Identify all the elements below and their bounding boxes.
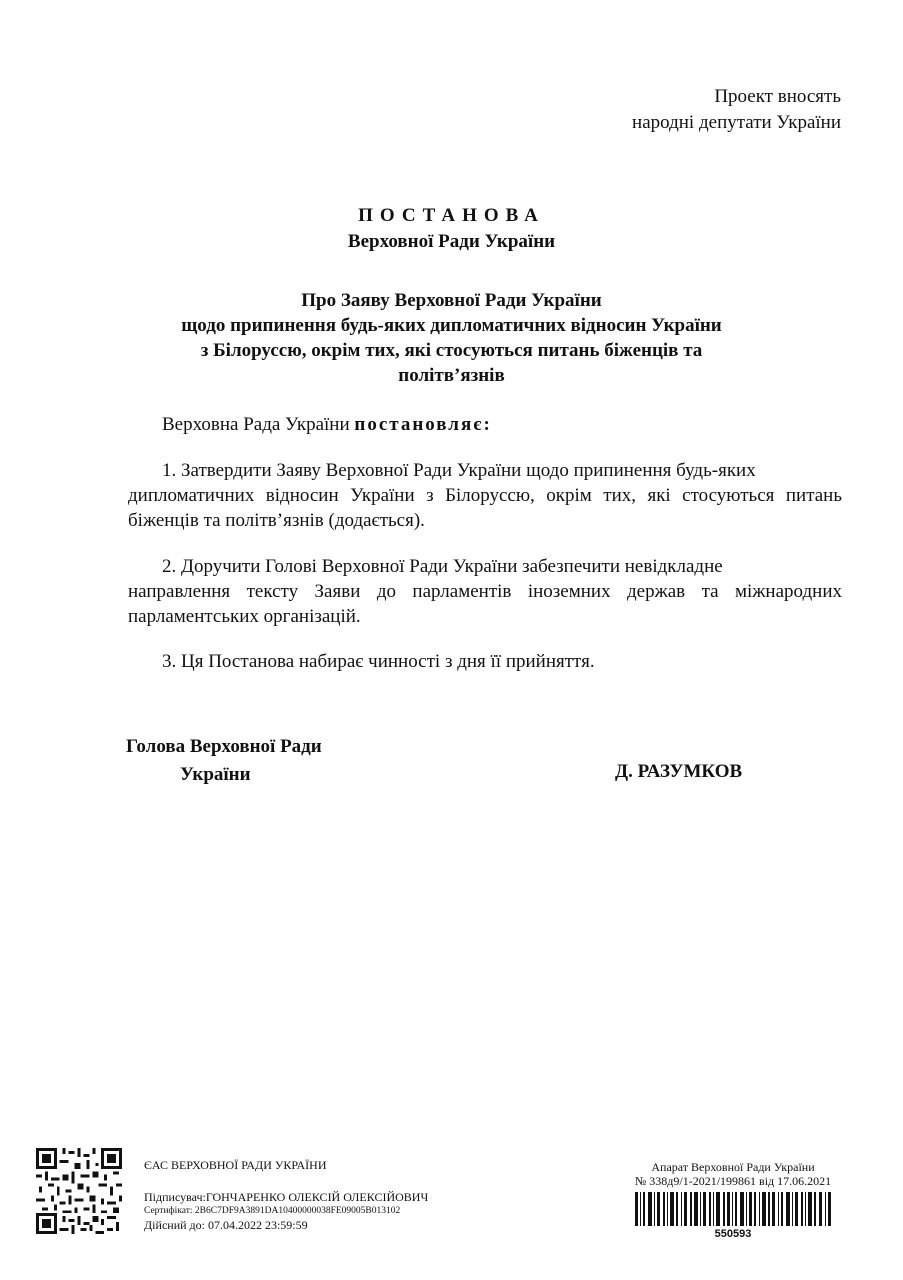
submitter-note (632, 84, 841, 136)
signatory-position (126, 733, 322, 789)
point-2 (128, 554, 842, 629)
document-title (0, 203, 903, 255)
position-line-1: Голова Верховної Ради (126, 736, 322, 757)
barcode-number: 550593 (714, 1228, 752, 1240)
submitter-line-2: народні депутати України (632, 112, 841, 133)
subject-line-2: щодо припинення будь-яких дипломатичних відносин України (181, 315, 722, 336)
barcode (633, 1192, 833, 1226)
point-3-text: 3. Ця Постанова набирає чинності з дня її прийняття. (162, 651, 595, 672)
decree-keyword: постановляє: (354, 414, 492, 435)
point-2-rest: направлення тексту Заяви до парламентів іноземних держав та міжнародних парламентських організацій. (128, 581, 842, 627)
qr-code (36, 1148, 122, 1234)
decree-statement (162, 412, 842, 437)
document-subject (0, 288, 903, 388)
registry-office: Апарат Верховної Ради України (651, 1160, 815, 1174)
signatory-name: Д. РАЗУМКОВ (615, 761, 743, 782)
point-1-first-line: 1. Затвердити Заяву Верховної Ради України щодо припинення будь-яких (162, 460, 756, 481)
registry-number: № 338д9/1-2021/199861 від 17.06.2021 (634, 1174, 832, 1188)
esign-certificate: Сертифікат: 2B6C7DF9A3891DA10400000038FE09005B013102 (144, 1206, 401, 1216)
subject-line-1: Про Заяву Верховної Ради України (301, 290, 602, 311)
esign-valid-until: Дійсний до: 07.04.2022 23:59:59 (144, 1218, 308, 1232)
registry-stamp (613, 1160, 853, 1241)
point-1 (128, 458, 842, 533)
submitter-line-1: Проект вносять (714, 86, 841, 107)
esign-signer: Підписувач:ГОНЧАРЕНКО ОЛЕКСІЙ ОЛЕКСІЙОВИЧ (144, 1190, 429, 1204)
point-3 (128, 649, 842, 674)
point-1-rest: дипломатичних відносин України з Білоруссю, окрім тих, які стосуються питань біженців та політв’язнів (додається). (128, 485, 842, 531)
position-line-2: України (180, 764, 251, 785)
subject-line-3: з Білоруссю, окрім тих, які стосуються питань біженців та (200, 340, 703, 361)
decree-text: Верховна Рада України (162, 414, 350, 435)
point-2-first-line: 2. Доручити Голові Верховної Ради України забезпечити невідкладне (162, 556, 723, 577)
document-issuer: Верховної Ради України (347, 231, 556, 252)
esign-system: ЄАС ВЕРХОВНОЇ РАДИ УКРАЇНИ (144, 1158, 327, 1172)
document-type: ПОСТАНОВА (358, 205, 545, 226)
electronic-signature (144, 1158, 428, 1232)
subject-line-4: політв’язнів (398, 365, 505, 386)
